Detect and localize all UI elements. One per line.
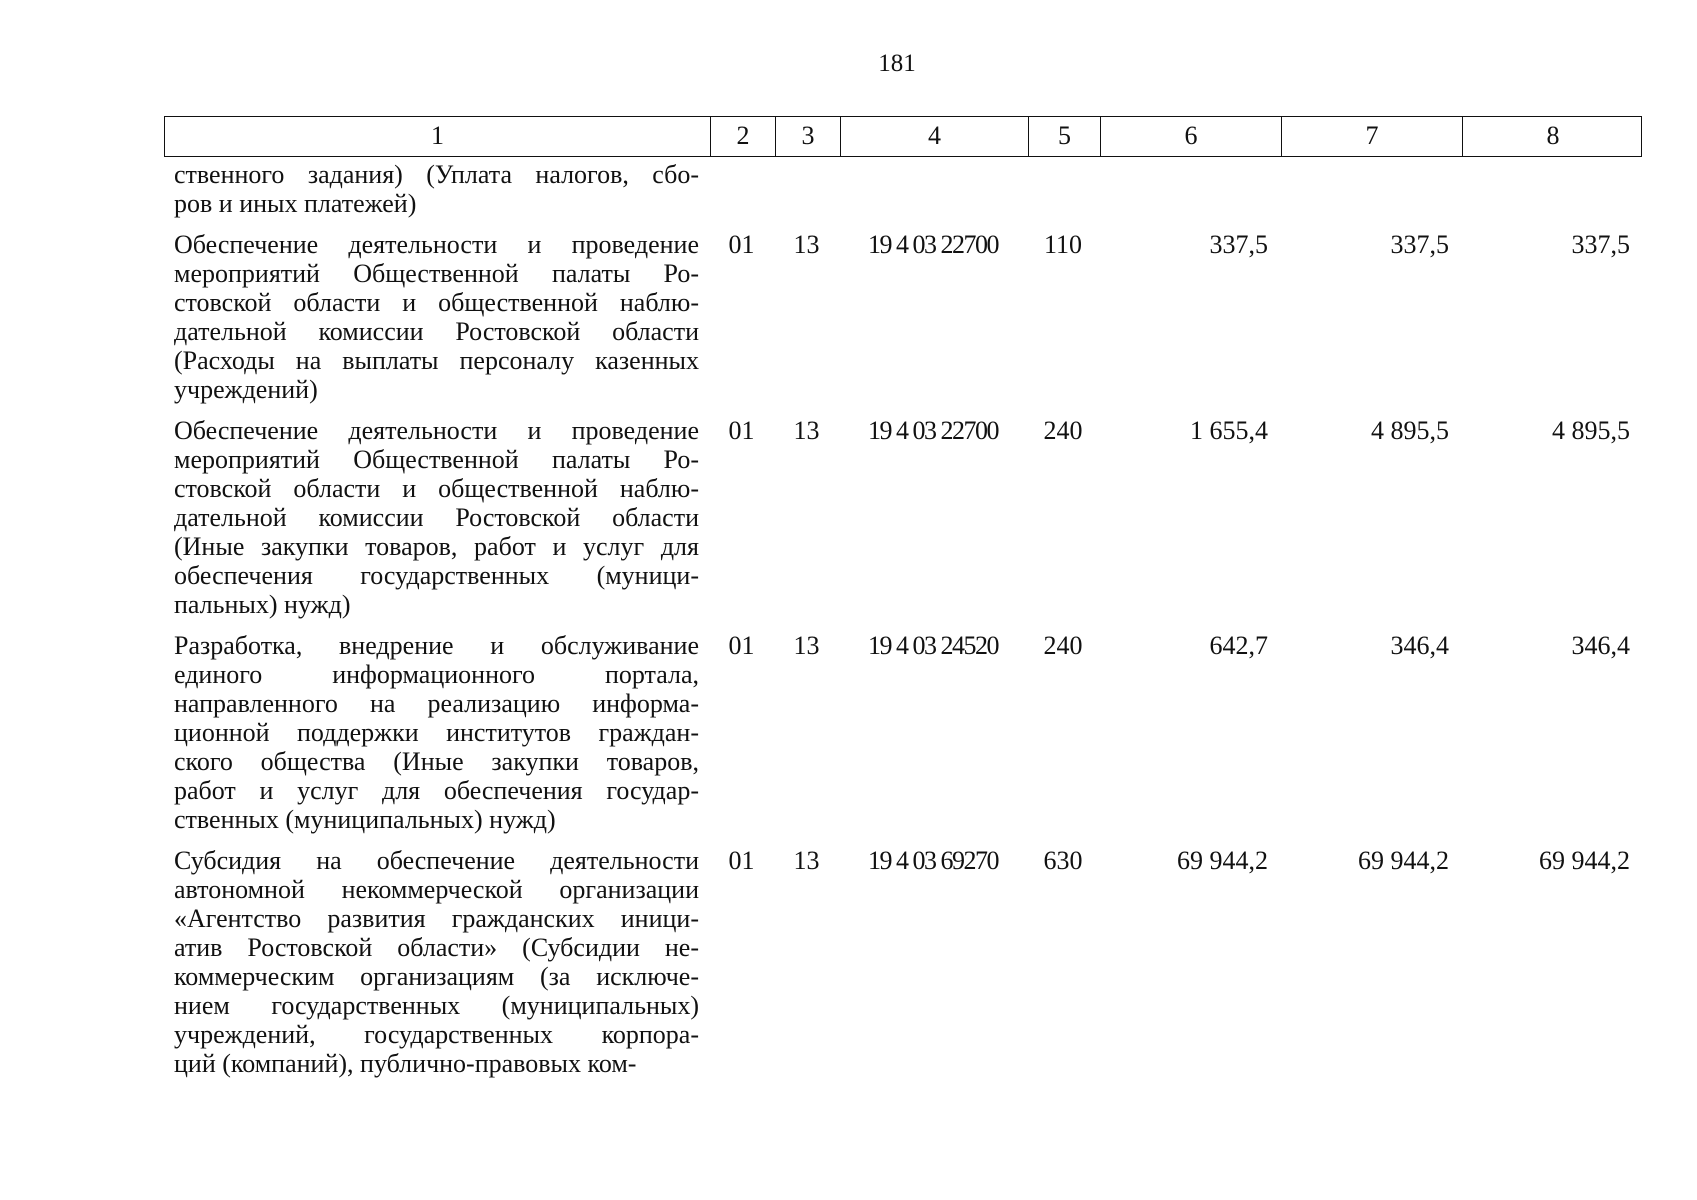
description-line: стовской области и общественной наблю- (174, 474, 699, 503)
header-col-3: 3 (775, 117, 840, 156)
table-row (164, 416, 1642, 619)
target-article-code: 19 4 03 24520 (868, 631, 998, 660)
description-line: Разработка, внедрение и обслуживание (174, 631, 699, 660)
description-line: Обеспечение деятельности и проведение (174, 416, 699, 445)
target-article-code (839, 160, 1027, 218)
description-line: ций (компаний), публично-правовых ком- (174, 1049, 637, 1078)
amount-col-7: 69 944,2 (1358, 846, 1449, 875)
header-col-2: 2 (710, 117, 775, 156)
table-header-row (164, 116, 1642, 157)
amount-col-7: 337,5 (1390, 230, 1449, 259)
description-line: Обеспечение деятельности и проведение (174, 230, 699, 259)
description-line: дательной комиссии Ростовской области (174, 503, 699, 532)
row-description (164, 230, 709, 404)
section-code: 01 (728, 631, 755, 660)
target-article-code: 19 4 03 22700 (868, 230, 998, 259)
description-line: мероприятий Общественной палаты Ро- (174, 445, 699, 474)
table-row (164, 846, 1642, 1078)
expense-type-code: 240 (1043, 416, 1083, 445)
section-code (709, 160, 774, 218)
description-line: автономной некоммерческой организации (174, 875, 699, 904)
description-line: пальных) нужд) (174, 590, 351, 619)
description-line: ского общества (Иные закупки товаров, (174, 747, 699, 776)
table-body (164, 160, 1642, 1090)
description-line: Субсидия на обеспечение деятельности (174, 846, 699, 875)
header-col-8: 8 (1462, 117, 1643, 156)
amount-col-8 (1461, 160, 1642, 218)
description-line: единого информационного портала, (174, 660, 699, 689)
expense-type-code: 240 (1043, 631, 1083, 660)
section-code: 01 (728, 416, 755, 445)
description-line: дательной комиссии Ростовской области (174, 317, 699, 346)
subsection-code (774, 160, 839, 218)
description-line: обеспечения государственных (муници- (174, 561, 699, 590)
table-row (164, 631, 1642, 834)
row-description (164, 416, 709, 619)
amount-col-8: 337,5 (1571, 230, 1630, 259)
description-line: работ и услуг для обеспечения государ- (174, 776, 699, 805)
amount-col-6: 642,7 (1209, 631, 1268, 660)
amount-col-7: 4 895,5 (1371, 416, 1449, 445)
description-line: нием государственных (муниципальных) (174, 991, 699, 1020)
amount-col-6 (1099, 160, 1280, 218)
subsection-code: 13 (793, 230, 820, 259)
subsection-code: 13 (793, 416, 820, 445)
header-col-5: 5 (1028, 117, 1100, 156)
description-line: «Агентство развития гражданских иници- (174, 904, 699, 933)
subsection-code: 13 (793, 846, 820, 875)
amount-col-7 (1280, 160, 1461, 218)
description-line: направленного на реализацию информа- (174, 689, 699, 718)
amount-col-7: 346,4 (1390, 631, 1449, 660)
row-description (164, 160, 709, 218)
expense-type-code: 630 (1043, 846, 1083, 875)
description-line: ционной поддержки институтов граждан- (174, 718, 699, 747)
section-code: 01 (728, 846, 755, 875)
expense-type-code: 110 (1043, 230, 1083, 259)
description-line: коммерческим организациям (за исключе- (174, 962, 699, 991)
row-description (164, 846, 709, 1078)
description-line: (Иные закупки товаров, работ и услуг для (174, 532, 699, 561)
description-line: учреждений, государственных корпора- (174, 1020, 699, 1049)
description-line: стовской области и общественной наблю- (174, 288, 699, 317)
description-line: учреждений) (174, 375, 318, 404)
table-row (164, 230, 1642, 404)
expense-type-code (1027, 160, 1099, 218)
section-code: 01 (728, 230, 755, 259)
description-line: ров и иных платежей) (174, 189, 417, 218)
description-line: ственных (муниципальных) нужд) (174, 805, 556, 834)
amount-col-8: 4 895,5 (1552, 416, 1630, 445)
header-col-4: 4 (840, 117, 1028, 156)
amount-col-6: 337,5 (1209, 230, 1268, 259)
amount-col-6: 69 944,2 (1177, 846, 1268, 875)
description-line: (Расходы на выплаты персоналу казенных (174, 346, 699, 375)
description-line: ственного задания) (Уплата налогов, сбо- (174, 160, 699, 189)
amount-col-6: 1 655,4 (1190, 416, 1268, 445)
amount-col-8: 69 944,2 (1539, 846, 1630, 875)
amount-col-8: 346,4 (1571, 631, 1630, 660)
target-article-code: 19 4 03 22700 (868, 416, 998, 445)
description-line: мероприятий Общественной палаты Ро- (174, 259, 699, 288)
header-col-1: 1 (431, 121, 444, 150)
header-col-7: 7 (1281, 117, 1462, 156)
subsection-code: 13 (793, 631, 820, 660)
target-article-code: 19 4 03 69270 (868, 846, 998, 875)
table-row (164, 160, 1642, 218)
row-description (164, 631, 709, 834)
page-number: 181 (878, 50, 916, 77)
description-line: атив Ростовской области» (Субсидии не- (174, 933, 699, 962)
header-col-6: 6 (1100, 117, 1281, 156)
